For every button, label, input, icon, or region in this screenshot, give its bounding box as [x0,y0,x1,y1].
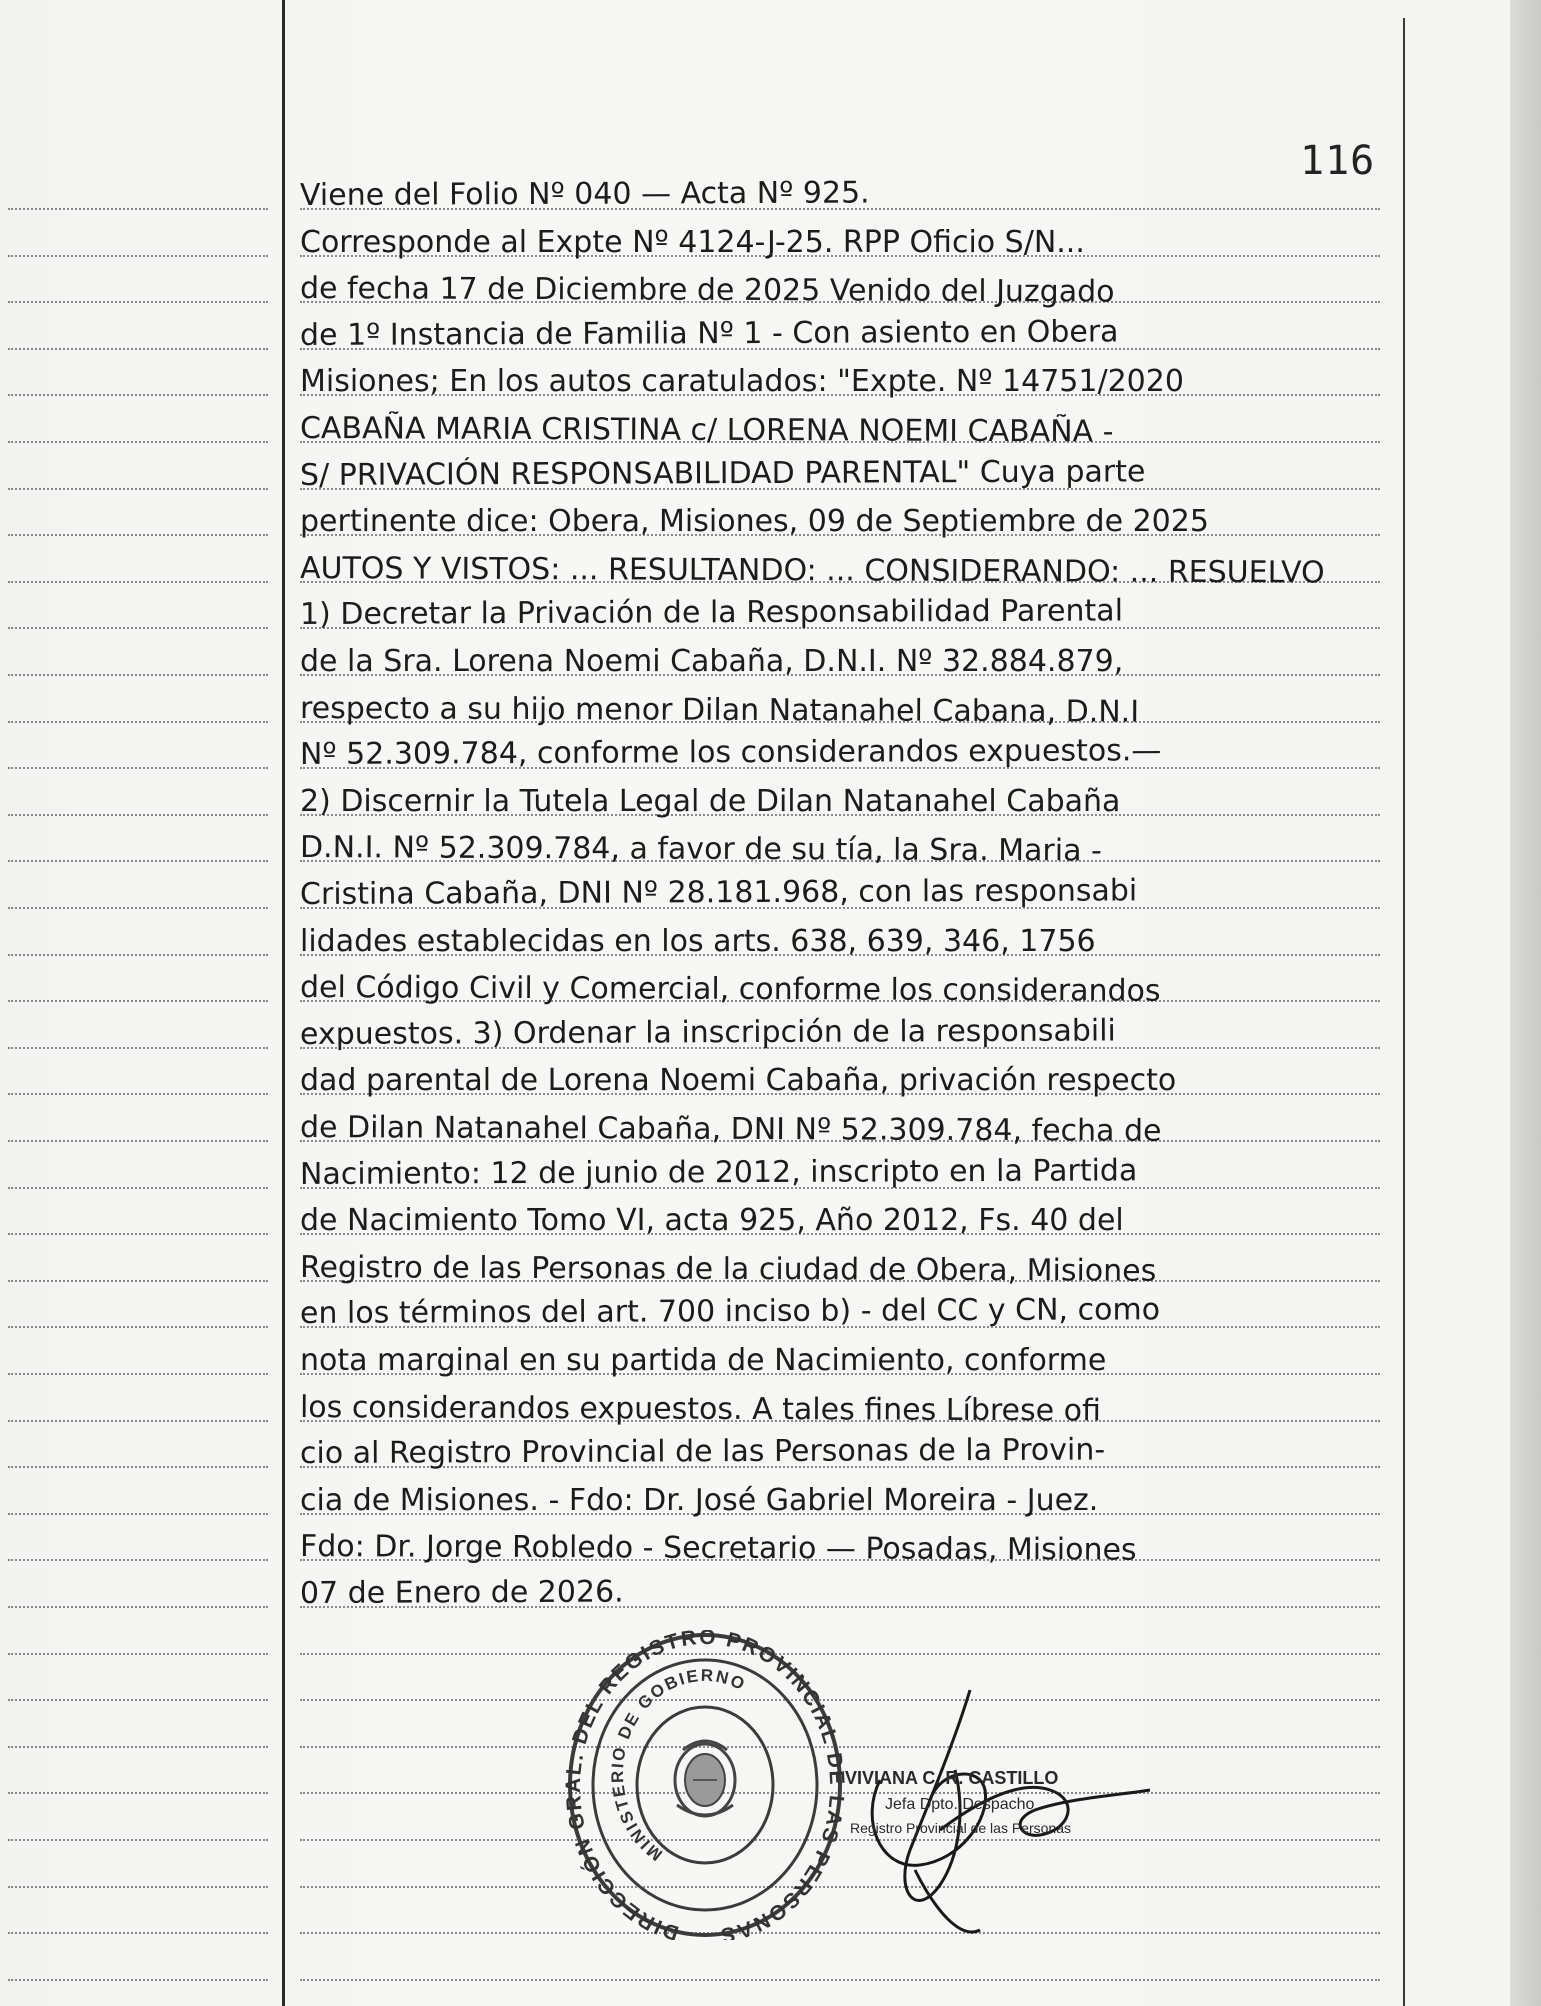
margin-dots [8,534,268,538]
margin-dots [8,1513,268,1517]
text-line: respecto a su hijo menor Dilan Natanahel Cabana, D.N.I [299,691,1140,730]
text-line: lidades establecidas en los arts. 638, 639, 346, 1756 [300,924,1096,959]
margin-dots [8,348,268,352]
margin-dots [8,1373,268,1377]
handwritten-signature [820,1670,1180,1960]
margin-dots [8,1979,268,1983]
margin-dots [8,1746,268,1750]
text-line: nota marginal en su partida de Nacimiento, conforme [300,1343,1107,1378]
margin-dots [8,721,268,725]
margin-dots [8,814,268,818]
signature-office: Registro Provincial de las Personas [850,1820,1071,1836]
margin-dots [8,1000,268,1004]
text-line: los considerandos expuestos. A tales fines Líbrese ofi [299,1390,1101,1429]
text-line: del Código Civil y Comercial, conforme los considerandos [299,970,1161,1009]
text-line: expuestos. 3) Ordenar la inscripción de la responsabili [299,1013,1116,1052]
left-margin-line [282,0,285,2006]
margin-dots [8,1093,268,1097]
text-line: Registro de las Personas de la ciudad de Obera, Misiones [299,1250,1157,1289]
text-line: de 1º Instancia de Familia Nº 1 - Con asiento en Obera [299,314,1119,353]
margin-dots [8,581,268,585]
margin-dots [8,860,268,864]
text-line: cia de Misiones. - Fdo: Dr. José Gabriel Moreira - Juez. [300,1483,1099,1518]
margin-dots [8,1932,268,1936]
text-line: dad parental de Lorena Noemi Cabaña, privación respecto [300,1063,1177,1098]
text-line: S/ PRIVACIÓN RESPONSABILIDAD PARENTAL" Cuya parte [299,454,1146,493]
text-line: AUTOS Y VISTOS: ... RESULTANDO: ... CONSIDERANDO: ... RESUELVO [299,551,1325,591]
margin-dots [8,1233,268,1237]
margin-dots [8,488,268,492]
text-line: de la Sra. Lorena Noemi Cabaña, D.N.I. Nº 32.884.879, [300,644,1124,679]
margin-dots [8,1559,268,1563]
margin-dots [8,1653,268,1657]
text-line: Fdo: Dr. Jorge Robledo - Secretario — Posadas, Misiones [299,1529,1137,1568]
text-line: en los términos del art. 700 inciso b) - del CC y CN, como [299,1292,1161,1331]
official-stamp [565,1630,845,1940]
coat-of-arms-icon [675,1741,735,1816]
text-line: de fecha 17 de Diciembre de 2025 Venido del Juzgado [299,271,1115,310]
text-line: de Dilan Natanahel Cabaña, DNI Nº 52.309.784, fecha de [299,1110,1162,1149]
page-edge [1510,0,1541,2006]
margin-dots [8,301,268,305]
text-line: pertinente dice: Obera, Misiones, 09 de Septiembre de 2025 [300,504,1209,539]
folio-number: 116 [1300,138,1376,184]
margin-dots [8,1606,268,1610]
text-line: D.N.I. Nº 52.309.784, a favor de su tía, la Sra. Maria - [299,830,1102,869]
margin-dots [8,1839,268,1843]
margin-dots [8,1280,268,1284]
text-line: Nº 52.309.784, conforme los considerandos expuestos.— [299,733,1162,772]
margin-dots [8,627,268,631]
right-margin-line [1403,18,1405,2006]
text-line: Nacimiento: 12 de junio de 2012, inscripto en la Partida [299,1153,1138,1192]
margin-dots [8,1047,268,1051]
margin-dots [8,208,268,212]
text-line: 1) Decretar la Privación de la Responsabilidad Parental [299,593,1124,632]
margin-dots [8,1187,268,1191]
margin-dots [8,1792,268,1796]
text-line: Misiones; En los autos caratulados: "Expte. Nº 14751/2020 [300,364,1184,399]
margin-dots [8,1466,268,1470]
margin-dots [8,441,268,445]
ruled-line [300,1979,1380,1981]
stamp-graphic [565,1630,845,1940]
text-line: de Nacimiento Tomo VI, acta 925, Año 2012, Fs. 40 del [300,1203,1124,1238]
margin-dots [8,394,268,398]
margin-dots [8,1699,268,1703]
margin-dots [8,767,268,771]
text-line: Viene del Folio Nº 040 — Acta Nº 925. [299,175,870,213]
stamp-outer-text: DIRECCIÓN G . DEL REGISTRO PROVINCIAL D AS PERSONAS [565,1630,845,1940]
margin-dots [8,954,268,958]
text-line: Corresponde al Expte Nº 4124-J-25. RPP Oficio S/N... [300,225,1085,260]
margin-dots [8,907,268,911]
signature-name: VIVIANA C. R. CASTILLO [845,1768,1059,1788]
margin-dots [8,1886,268,1890]
signature-title: Jefa Dpto. Despacho [885,1796,1035,1813]
margin-dots [8,1140,268,1144]
text-line: CABAÑA MARIA CRISTINA c/ LORENA NOEMI CABAÑA - [299,411,1114,450]
text-line: 2) Discernir la Tutela Legal de Dilan Natanahel Cabaña [300,784,1121,819]
margin-dots [8,255,268,259]
margin-dots [8,1420,268,1424]
margin-dots [8,674,268,678]
text-line: cio al Registro Provincial de las Personas de la Provin- [299,1432,1106,1471]
stamp-inner-text: MINISTERIO DE GOBIERNO [607,1665,750,1865]
text-line: 07 de Enero de 2026. [299,1574,624,1611]
margin-dots [8,1326,268,1330]
signature-scribble [820,1670,1180,1960]
text-line: Cristina Cabaña, DNI Nº 28.181.968, con las responsabi [299,873,1138,912]
